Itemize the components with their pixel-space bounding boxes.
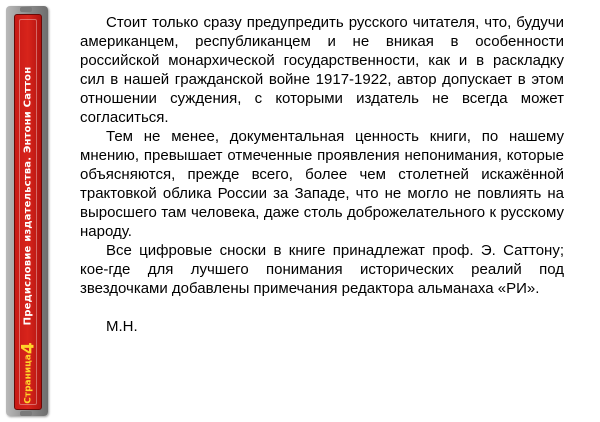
spine-red-band xyxy=(14,14,42,410)
paragraph-1: Стоит только сразу предупредить русского читателя, что, будучи американцем, республиканцем и не вникая в особенности российской монархической государственности, как и в раскладку сил в нашей гражданской войне 1917-1922, автор допускает в этом отношении суждения, с которыми издатель не всегда может согласиться. xyxy=(80,14,564,126)
spine-top-clip xyxy=(20,7,32,12)
signature: М.Н. xyxy=(106,318,138,335)
paragraph-3: Все цифровые сноски в книге принадлежат проф. Э. Саттону; кое-где для лучшего понимания исторических реалий под звездочками добавлены примечания редактора альманаха «РИ». xyxy=(80,242,564,297)
spine-page-word: Страница xyxy=(23,354,34,404)
document-body xyxy=(80,13,564,336)
spine-bottom-clip xyxy=(20,411,32,416)
spine-title: Предисловие издательства. Энтони Саттон xyxy=(22,66,34,326)
spine-page-label xyxy=(18,342,39,403)
spine-page-number: 4 xyxy=(18,342,39,355)
page-spine xyxy=(0,0,56,422)
spine-frame xyxy=(6,6,48,416)
paragraph-2: Тем не менее, документальная ценность книги, по нашему мнению, превышает отмеченные проявления непонимания, которые объясняются, прежде всего, более чем столетней искажённой трактовкой облика России за Западе, что не могло не повлиять на выросшего там человека, даже столь доброжелательного к русскому народу. xyxy=(80,128,564,240)
